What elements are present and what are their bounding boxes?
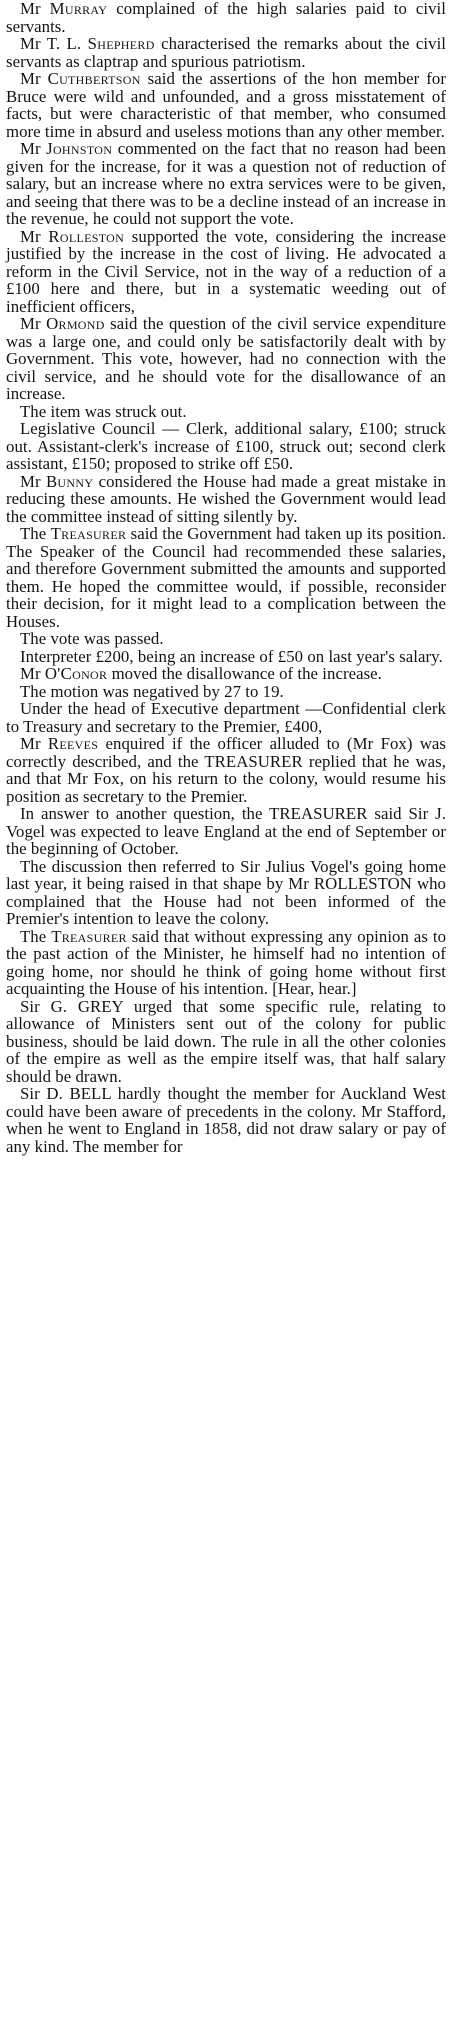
speaker-name: Shepherd — [87, 34, 155, 53]
speaker-title: Mr — [20, 0, 41, 18]
paragraph-text: In answer to another question, the TREASURER said Sir J. Vogel was expected to leave England at the end of September or the beginning of October. — [6, 804, 446, 858]
paragraph-grey — [6, 998, 446, 1086]
paragraph-bell — [6, 1085, 446, 1155]
paragraph-text: The discussion then referred to Sir Julius Vogel's going home last year, it being raised in that shape by Mr ROLLESTON who complained that the House had not been informed of the Premier's intention to leave the colony. — [6, 856, 446, 928]
paragraph-text: Legislative Council — Clerk, additional salary, £100; struck out. Assistant-clerk's increase of £100, struck out; second clerk assistant, £150; proposed to strike off £50. — [6, 419, 446, 473]
speaker-name: Rolleston — [48, 226, 125, 246]
speaker-title: Mr — [20, 664, 41, 683]
paragraph-text: said the Government had taken up its position. The Speaker of the Council had recommended these salaries, and therefore Government submitted the amounts and supported them. He hoped the committee would, if possible, reconsider their decision, for it might lead to a complication between the Houses. — [6, 524, 447, 631]
paragraph-murray — [6, 0, 446, 35]
paragraph-text: Interpreter £200, being an increase of £50 on last year's salary. — [20, 646, 443, 666]
paragraph-text: considered the House had made a great mistake in reducing these amounts. He wished the Government would lead the committee instead of sitting silently by. — [6, 471, 446, 526]
speaker-title: Mr — [20, 139, 41, 158]
speaker-title: Mr — [20, 734, 41, 753]
speaker-title: The — [20, 926, 47, 946]
paragraph-cuthbertson — [6, 70, 446, 140]
paragraph-vote-passed — [6, 630, 446, 648]
speaker-name: Murray — [49, 0, 108, 18]
paragraph-text: Sir D. BELL hardly thought the member for Auckland West could have been aware of precedents in the colony. Mr Stafford, when he went to England in 1858, did not draw salary or pay of any kind. The member for — [6, 1084, 446, 1156]
paragraph-item-struck-out — [6, 403, 446, 421]
paragraph-interpreter — [6, 648, 446, 666]
paragraph-text: moved the disallowance of the increase. — [111, 664, 382, 683]
paragraph-legislative-council — [6, 420, 446, 473]
speaker-title: The — [20, 524, 47, 543]
paragraph-text: said the assertions of the hon member for Bruce were wild and unfounded, and a gross misstatement of facts, but were characteristic of that member, who consumed more time in absurd and useless motions than any other member. — [6, 69, 447, 141]
paragraph-text: said the question of the civil service expenditure was a large one, and could only be satisfactorily dealt with by Government. This vote, however, had no connection with the civil service, and he should vote for the disallowance of an increase. — [6, 314, 446, 403]
paragraph-text: enquired if the officer alluded to (Mr Fox) was correctly described, and the TREASURER replied that he was, and that Mr Fox, on his return to the colony, would resume his position as secretary to the Premier. — [6, 734, 447, 806]
paragraph-ormond — [6, 315, 446, 403]
paragraph-text: Sir G. GREY urged that some specific rule, relating to allowance of Ministers sent out of the colony for public business, should be laid down. The rule in all the other colonies of the empire as well as the empire itself was, that half salary should be drawn. — [6, 996, 446, 1086]
paragraph-text: supported the vote, considering the increase justified by the increase in the cost of living. He advocated a reform in the Civil Service, not in the way of a reduction of a £100 here and there, but in a systematic weeding out of inefficient officers, — [6, 226, 446, 316]
speaker-title: Mr — [20, 226, 41, 246]
paragraph-text: The vote was passed. — [20, 629, 164, 648]
paragraph-text: said that without expressing any opinion as to the past action of the Minister, he himself had no intention of going home, nor should he think of going home without first acquainting the House of his intention. [Hear, hear.] — [6, 926, 447, 998]
newspaper-column — [6, 0, 446, 1155]
paragraph-vogel-discussion — [6, 858, 446, 928]
paragraph-oconor — [6, 665, 446, 683]
paragraph-bunny — [6, 473, 446, 526]
speaker-name: Johnston — [46, 139, 113, 158]
paragraph-text: commented on the fact that no reason had been given for the increase, for it was a question not of reduction of salary, but an increase where no extra services were to be given, and seeing that there was to be a decline instead of an increase in the revenue, he could not support the vote. — [6, 139, 446, 228]
paragraph-shepherd — [6, 35, 446, 70]
speaker-name: Treasurer — [50, 524, 127, 543]
paragraph-rolleston — [6, 228, 446, 316]
paragraph-text: characterised the remarks about the civil servants as claptrap and spurious patriotism. — [6, 34, 446, 71]
speaker-name: O'Conor — [44, 664, 108, 683]
paragraph-text: The motion was negatived by 27 to 19. — [20, 681, 284, 701]
paragraph-text: complained of the high salaries paid to civil servants. — [6, 0, 446, 36]
speaker-title: Mr — [20, 471, 41, 491]
speaker-name: Bunny — [45, 471, 94, 491]
paragraph-motion-negatived — [6, 683, 446, 701]
paragraph-executive-department — [6, 700, 446, 735]
speaker-title: Mr — [20, 69, 41, 88]
speaker-title: Mr T. L. — [20, 34, 82, 53]
paragraph-text: The item was struck out. — [20, 401, 187, 421]
speaker-name: Cuthbertson — [47, 69, 141, 88]
paragraph-treasurer-2 — [6, 928, 446, 998]
paragraph-vogel-return — [6, 805, 446, 858]
speaker-name: Reeves — [47, 734, 99, 753]
paragraph-reeves — [6, 735, 446, 805]
paragraph-treasurer-1 — [6, 525, 446, 630]
paragraph-johnston — [6, 140, 446, 228]
speaker-title: Mr — [20, 314, 41, 333]
speaker-name: Ormond — [46, 314, 105, 333]
paragraph-text: Under the head of Executive department —Confidential clerk to Treasury and secretary to the Premier, £400, — [6, 699, 446, 736]
speaker-name: Treasurer — [51, 926, 127, 946]
